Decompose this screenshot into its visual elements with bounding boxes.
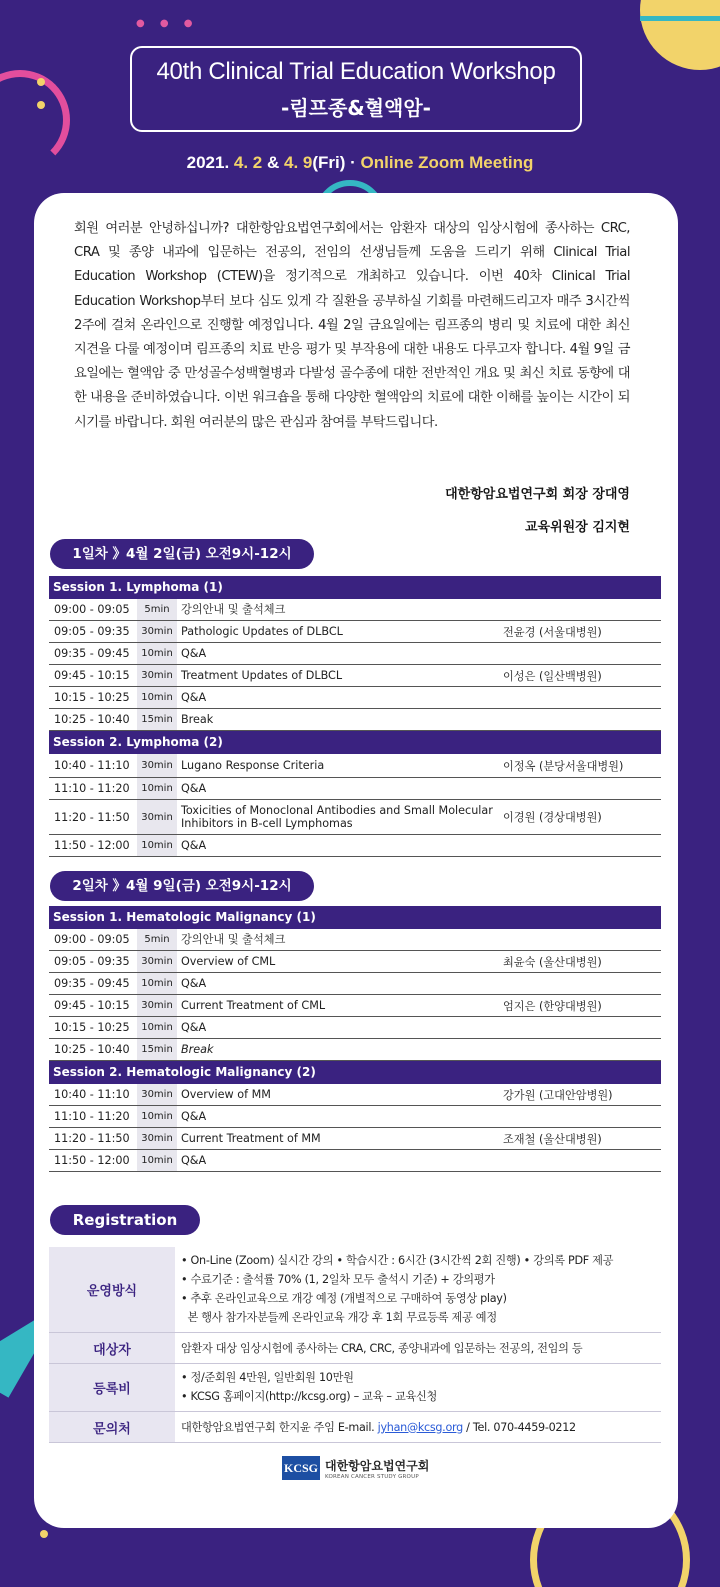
registration-table [49,1247,661,1443]
duration-cell: 10min [137,1017,177,1038]
duration-cell: 30min [137,754,177,777]
topic-cell: Q&A [181,782,207,795]
decorative-yellow-circle [640,0,720,70]
event-date-line [0,153,720,173]
method-content [175,1247,661,1332]
topic-cell: Current Treatment of MM [181,1132,321,1145]
day2-schedule [49,906,661,1172]
duration-cell: 10min [137,687,177,708]
table-row [49,1017,661,1039]
topic-cell: Overview of MM [181,1088,271,1101]
contact-label: 문의처 [49,1412,175,1442]
table-row [49,621,661,643]
duration-cell: 30min [137,995,177,1016]
day1-label: 1일차 》4월 2일(금) 오전9시-12시 [50,539,314,569]
decorative-yellow-dot [37,78,45,86]
duration-cell: 30min [137,1128,177,1149]
logo-english-name: KOREAN CANCER STUDY GROUP [325,1473,419,1480]
meeting-type: Online Zoom Meeting [360,153,534,172]
topic-cell: Treatment Updates of DLBCL [181,669,343,682]
date-weekday: (Fri) · [312,153,361,172]
time-cell: 11:10 - 11:20 [54,1110,130,1123]
target-label: 대상자 [49,1333,175,1363]
topic-cell: Break [181,713,214,726]
fee-line: • 정/준회원 4만원, 일반회원 10만원 [181,1371,354,1384]
table-row [49,643,661,665]
session-header: Session 2. Lymphoma (2) [49,731,661,754]
registration-row-fee [49,1364,661,1412]
topic-cell: Q&A [181,647,207,660]
topic-cell: 강의안내 및 출석체크 [181,933,286,946]
date-year: 2021. [186,153,234,172]
duration-cell: 5min [137,599,177,620]
topic-cell: Q&A [181,1154,207,1167]
topic-cell: 강의안내 및 출석체크 [181,603,286,616]
kcsg-logo-mark: KCSG [282,1456,320,1480]
speaker-cell: 이경원 (경상대병원) [503,811,602,824]
speaker-cell: 엄지은 (한양대병원) [503,999,602,1013]
duration-cell: 30min [137,1084,177,1105]
method-line: • 수료기준 : 출석률 70% (1, 2일차 모두 출석시 기준) + 강의평가 [181,1273,495,1286]
table-row [49,973,661,995]
target-content: 암환자 대상 임상시험에 종사하는 CRA, CRC, 종양내과에 입문하는 전공의, 전임의 등 [181,1341,583,1355]
time-cell: 10:15 - 10:25 [54,691,130,704]
registration-row-method [49,1247,661,1333]
method-label: 운영방식 [49,1247,175,1332]
table-row [49,709,661,731]
topic-cell: Lugano Response Criteria [181,759,325,772]
table-row [49,754,661,778]
duration-cell: 30min [137,951,177,972]
topic-cell: Toxicities of Monoclonal Antibodies and Small Molecular Inhibitors in B-cell Lymphomas [181,804,493,830]
topic-cell: Q&A [181,839,207,852]
date-day2: 4. 9 [284,153,313,172]
registration-label: Registration [50,1205,200,1235]
day2-label: 2일차 》4월 9일(금) 오전9시-12시 [50,871,314,901]
contact-prefix: 대한항암요법연구회 한지윤 주임 E-mail. [181,1420,378,1434]
session-header: Session 2. Hematologic Malignancy (2) [49,1061,661,1084]
duration-cell: 10min [137,1150,177,1171]
table-row [49,778,661,800]
date-day1: 4. 2 [233,153,263,172]
topic-cell: Q&A [181,977,207,990]
topic-cell: Current Treatment of CML [181,999,326,1012]
topic-cell: Break [181,1043,214,1056]
duration-cell: 15min [137,709,177,730]
topic-cell: Overview of CML [181,955,276,968]
table-row [49,1128,661,1150]
time-cell: 09:05 - 09:35 [54,625,130,638]
content-card [34,193,678,1528]
method-line: • 추후 온라인교육으로 개강 예정 (개별적으로 구매하여 동영상 play) [181,1292,507,1305]
contact-content [175,1412,661,1442]
fee-content [175,1364,661,1411]
time-cell: 09:00 - 09:05 [54,603,130,616]
fee-line: • KCSG 홈페이지(http://kcsg.org) – 교육 – 교육신청 [181,1390,437,1403]
topic-cell: Pathologic Updates of DLBCL [181,625,343,638]
topic-cell: Q&A [181,691,207,704]
time-cell: 10:25 - 10:40 [54,713,130,726]
time-cell: 10:25 - 10:40 [54,1043,130,1056]
time-cell: 11:20 - 11:50 [54,1132,130,1145]
time-cell: 10:15 - 10:25 [54,1021,130,1034]
session-header: Session 1. Hematologic Malignancy (1) [49,906,661,929]
method-line: 본 행사 참가자분들께 온라인교육 개강 후 1회 무료등록 제공 예정 [181,1311,497,1324]
decorative-yellow-dot [37,101,45,109]
duration-cell: 30min [137,800,177,834]
page-title: 40th Clinical Trial Education Workshop [156,58,556,85]
time-cell: 11:50 - 12:00 [54,1154,130,1167]
duration-cell: 5min [137,929,177,950]
speaker-cell: 이성은 (일산백병원) [503,669,602,683]
time-cell: 10:40 - 11:10 [54,759,130,772]
duration-cell: 10min [137,778,177,799]
table-row [49,599,661,621]
time-cell: 11:20 - 11:50 [54,810,130,824]
duration-cell: 15min [137,1039,177,1060]
fee-label: 등록비 [49,1364,175,1411]
table-row [49,800,661,835]
kcsg-logo-text [325,1457,429,1480]
time-cell: 09:45 - 10:15 [54,669,130,682]
duration-cell: 30min [137,665,177,686]
speaker-cell: 강가원 (고대안암병원) [503,1088,613,1102]
date-separator: & [262,153,284,172]
signature-president: 대한항암요법연구회 회장 장대영 [445,487,630,502]
session-header: Session 1. Lymphoma (1) [49,576,661,599]
time-cell: 11:10 - 11:20 [54,782,130,795]
speaker-cell: 조재철 (울산대병원) [503,1132,602,1146]
kcsg-logo [282,1456,429,1480]
table-row [49,665,661,687]
time-cell: 09:05 - 09:35 [54,955,130,968]
decorative-dots: ● ● ● [136,18,199,29]
registration-row-contact [49,1412,661,1443]
table-row [49,687,661,709]
table-row [49,951,661,973]
table-row [49,929,661,951]
signature-education: 교육위원장 김지현 [525,520,630,535]
speaker-cell: 전윤경 (서울대병원) [503,625,602,639]
email-link[interactable]: jyhan@kcsg.org [377,1420,463,1434]
table-row [49,1084,661,1106]
registration-row-target [49,1333,661,1364]
duration-cell: 10min [137,973,177,994]
topic-cell: Q&A [181,1021,207,1034]
time-cell: 09:35 - 09:45 [54,647,130,660]
title-box [130,46,582,132]
time-cell: 11:50 - 12:00 [54,839,130,852]
table-row [49,1150,661,1172]
speaker-cell: 이정옥 (분당서울대병원) [503,759,624,773]
table-row [49,835,661,857]
duration-cell: 10min [137,1106,177,1127]
table-row [49,1106,661,1128]
topic-cell: Q&A [181,1110,207,1123]
decorative-teal-bar [640,16,720,21]
day1-schedule [49,576,661,857]
logo-korean-name: 대한항암요법연구회 [325,1458,430,1473]
intro-paragraph: 회원 여러분 안녕하십니까? 대한항암요법연구회에서는 암환자 대상의 임상시험에 종사하는 CRC, CRA 및 종양 내과에 입문하는 전공의, 전임의 선생님들께 도움을 드리기 위해 Clinical Trial Education Workshop (CTEW)을 정기적으로 개최하고 있습니다. 이번 40차 Clinical Trial Education Workshop부터 보다 심도 있게 각 질환을 공부하실 기회를 마련해드리고자 매주 3시간씩 2주에 걸쳐 온라인으로 진행할 예정입니다. 4월 2일 금요일에는 림프종의 병리 및 치료에 대한 최신 지견을 다룰 예정이며 림프종의 치료 반응 평가 및 부작용에 대한 내용도 다루고자 합니다. 4월 9일 금요일에는 혈액암 중 만성골수성백혈병과 다발성 골수종에 대한 전반적인 개요 및 최신 치료 동향에 대한 내용을 준비하였습니다. 이번 워크숍을 통해 다양한 혈액암의 치료에 대한 이해를 높이는 시간이 되시기를 바랍니다. 회원 여러분의 많은 관심과 참여를 부탁드립니다. [74,221,630,430]
time-cell: 09:35 - 09:45 [54,977,130,990]
table-row [49,1039,661,1061]
time-cell: 09:45 - 10:15 [54,999,130,1012]
table-row [49,995,661,1017]
duration-cell: 10min [137,643,177,664]
speaker-cell: 최윤숙 (울산대병원) [503,955,602,969]
method-line: • On-Line (Zoom) 실시간 강의 • 학습시간 : 6시간 (3시간씩 2회 진행) • 강의록 PDF 제공 [181,1254,614,1267]
time-cell: 10:40 - 11:10 [54,1088,130,1101]
duration-cell: 30min [137,621,177,642]
page-subtitle: -림프종&혈액암- [281,96,431,120]
contact-suffix: / Tel. 070-4459-0212 [462,1420,576,1434]
duration-cell: 10min [137,835,177,856]
time-cell: 09:00 - 09:05 [54,933,130,946]
decorative-yellow-dot [40,1530,48,1538]
